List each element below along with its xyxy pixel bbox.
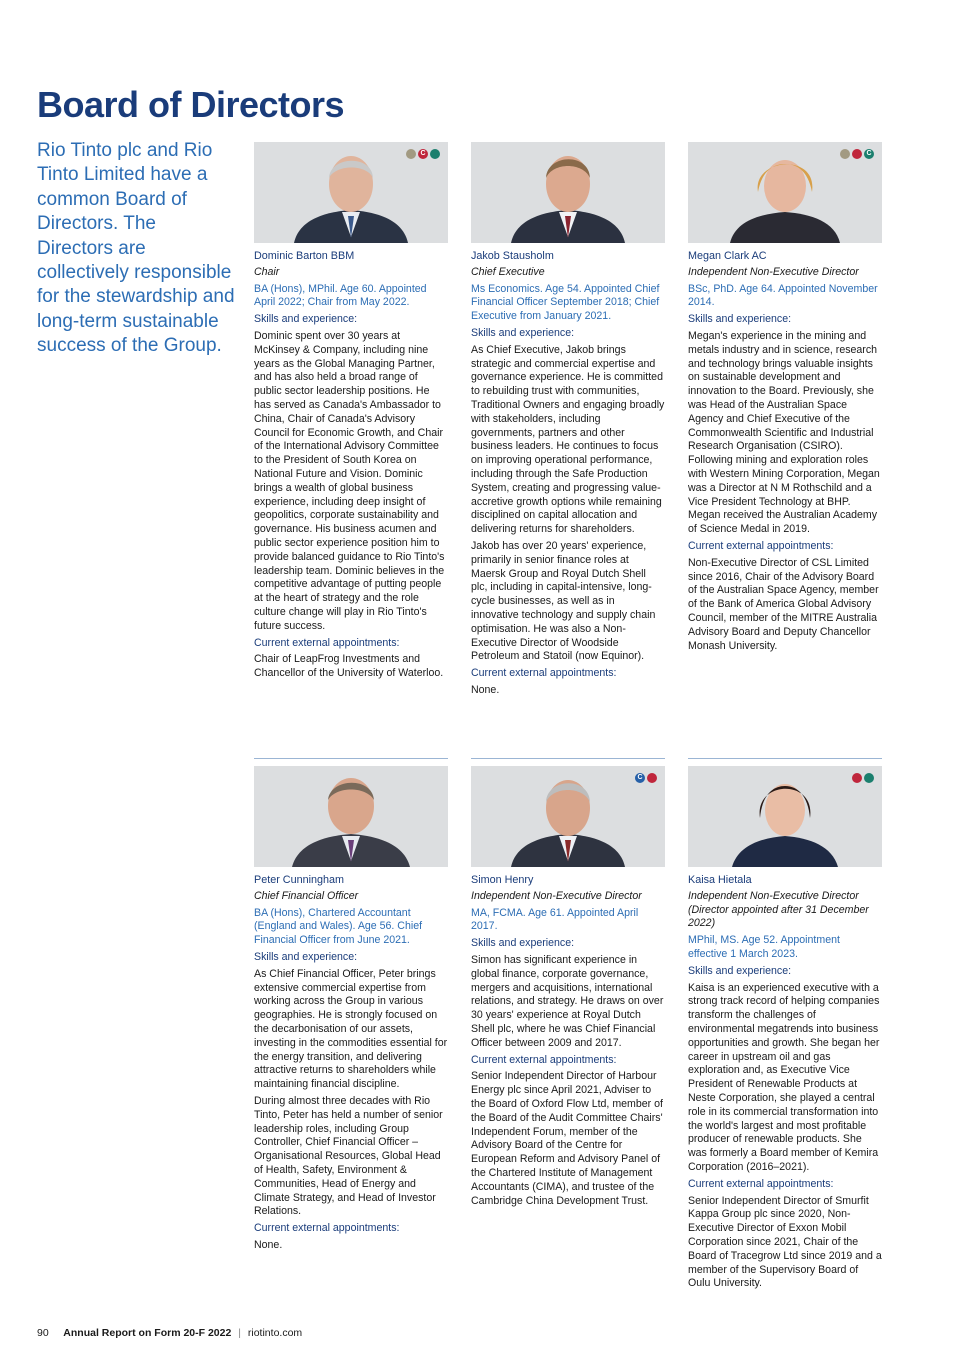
director-qualifications: MA, FCMA. Age 61. Appointed April 2017. (471, 906, 639, 933)
director-role: Chief Executive (471, 265, 545, 278)
skills-text: Kaisa is an experienced executive with a strong track record of helping companies transform the challenges of environmental megatrends into business opportunities and growth. She began her career in upstream oil and gas exploration and, as Executive Vice President of Renewable Products at Neste Corporation, she played a central role in its commercial transformation into the world's largest and most profitable producer of renewable products. She was formerly a Board member of Kemira Corporation (2016–2021). (688, 981, 880, 1173)
skills-heading: Skills and experience: (471, 326, 575, 339)
committee-dot-red (852, 773, 862, 783)
appointments-text: None. (471, 683, 500, 696)
director-card-henry (471, 766, 665, 1211)
section-divider (688, 758, 882, 759)
intro-statement: Rio Tinto plc and Rio Tinto Limited have a common Board of Directors. The Directors are collectively responsible for the stewardship and long-term sustainable success of the Group. (37, 140, 235, 357)
page-title: Board of Directors (37, 84, 345, 125)
skills-text: Dominic spent over 30 years at McKinsey & Company, including nine years as the Global Managing Partner, and has also held a broad range of public sector leadership positions. He has served as Canada's Ambassador to China, Chair of Canada's Advisory Council for Economic Growth, and Chair of the International Advisory Committee to the President of South Korea on National Future and Vision. Dominic brings a wealth of global business experience, including deep insight of geopolitics, corporate sustainability and governance. His business acumen and public sector experience position him to provide balanced guidance to Rio Tinto's leadership team. Dominic believes in the competitive advantage of putting people at the heart of strategy and the role culture change will play in Rio Tinto's future success. (254, 329, 445, 632)
director-photo (471, 766, 665, 867)
portrait-image (254, 766, 448, 867)
appointments-text: Senior Independent Director of Smurfit Kappa Group plc since 2020, Non-Executive Director of Exxon Mobil Corporation since 2021, Chair of the Board of Tracegrow Ltd since 2019 and a member of the Supervisory Board of Oulu University. (688, 1194, 882, 1290)
skills-text: During almost three decades with Rio Tinto, Peter has held a number of senior leadership roles, including Group Controller, Chief Financial Officer – Organisational Resources, Global Head of Health, Safety, Environment & Communities, Head of Energy and Climate Strategy, and Head of Investor Relations. (254, 1094, 443, 1218)
committee-indicators (635, 773, 657, 783)
appointments-text: None. (254, 1238, 283, 1251)
committee-indicators (840, 149, 874, 159)
appointments-heading: Current external appointments: (254, 636, 400, 649)
director-qualifications: BSc, PhD. Age 64. Appointed November 2014. (688, 282, 878, 309)
skills-heading: Skills and experience: (471, 937, 575, 950)
director-card-barton (254, 142, 448, 684)
skills-text: Jakob has over 20 years' experience, primarily in senior finance roles at Maersk Group and Royal Dutch Shell plc, including in capital-intensive, long-cycle businesses, as well as in innovative technology and supply chain optimisation. He was also a Non-Executive Director of Woodside Petroleum and Statoil (now Equinor). (471, 539, 656, 663)
skills-text: As Chief Executive, Jakob brings strategic and commercial expertise and governance experience. He is committed to rebuilding trust with communities, Traditional Owners and engaging broadly with stakeholders, including governments, partners and other business leaders. He continues to focus on improving operational performance, including through the Safe Production System, creating and progressing value-accretive growth options while remaining disciplined on capital allocation and delivering returns for shareholders. (471, 343, 665, 536)
director-role: Independent Non-Executive Director (688, 265, 859, 278)
website-link[interactable]: riotinto.com (247, 1327, 303, 1339)
director-name: Peter Cunningham (254, 874, 345, 886)
director-name: Kaisa Hietala (688, 874, 752, 886)
page-number: 90 (37, 1327, 49, 1339)
director-qualifications: BA (Hons), Chartered Accountant (England and Wales). Age 56. Chief Financial Officer from June 2021. (254, 906, 423, 947)
director-qualifications: MPhil, MS. Age 52. Appointment effective 1 March 2023. (688, 934, 840, 960)
committee-dot-tan (840, 149, 850, 159)
appointments-text: Non-Executive Director of CSL Limited since 2016, Chair of the Advisory Board of the Australian Space Agency, member of the Bank of America Global Advisory Council, member of the MITRE Australia Advisory Board and Deputy Chancellor Monash University. (688, 556, 879, 652)
director-role: Independent Non-Executive Director (471, 889, 642, 902)
committee-dot-red (852, 149, 862, 159)
appointments-heading: Current external appointments: (254, 1222, 400, 1235)
section-divider (254, 758, 448, 759)
director-photo (254, 142, 448, 243)
committee-dot-green (430, 149, 440, 159)
footer-separator: | (238, 1327, 241, 1339)
director-name: Dominic Barton BBM (254, 250, 355, 262)
director-role: Chair (254, 265, 280, 278)
director-name: Megan Clark AC (688, 250, 767, 262)
appointments-heading: Current external appointments: (471, 667, 617, 680)
director-photo (471, 142, 665, 243)
skills-heading: Skills and experience: (688, 964, 792, 977)
page-footer (37, 1327, 302, 1339)
director-qualifications: BA (Hons), MPhil. Age 60. Appointed April 2022; Chair from May 2022. (254, 282, 427, 309)
director-card-clark (688, 142, 882, 656)
director-card-stausholm (471, 142, 665, 701)
committee-dot-blue-chair: C (635, 773, 645, 783)
appointments-text: Senior Independent Director of Harbour Energy plc since April 2021, Adviser to the Board of Oxford Flow Ltd, member of the Board of the Audit Committee Chairs' Independent Forum, member of the Advisory Board of the Centre for European Reform and Advisory Panel of the Chartered Institute of Management Accountants (CIMA), and trustee of the Cambridge China Development Trust. (471, 1070, 663, 1207)
director-role: Independent Non-Executive Director (Director appointed after 31 December 2022) (688, 889, 869, 930)
committee-dot-green (864, 773, 874, 783)
skills-text: As Chief Financial Officer, Peter brings extensive commercial expertise from working across the Group in various geographies. He is strongly focused on the decarbonisation of our assets, investing in the commodities essential for the energy transition, and delivering attractive returns to shareholders while maintaining financial discipline. (254, 967, 448, 1091)
director-name: Jakob Stausholm (471, 250, 554, 262)
publication-title: Annual Report on Form 20-F 2022 (63, 1327, 232, 1339)
portrait-image (471, 142, 665, 243)
committee-dot-tan (406, 149, 416, 159)
committee-indicators (852, 773, 874, 783)
appointments-heading: Current external appointments: (688, 1177, 834, 1190)
director-name: Simon Henry (471, 874, 534, 886)
director-card-hietala (688, 766, 882, 1294)
appointments-heading: Current external appointments: (688, 539, 834, 552)
director-photo (254, 766, 448, 867)
director-photo (688, 142, 882, 243)
skills-text: Simon has significant experience in global finance, corporate governance, mergers and acquisitions, international relations, and strategy. He draws on over 30 years' experience at Royal Dutch Shell plc, where he was Chief Financial Officer between 2009 and 2017. (471, 953, 664, 1049)
section-divider (471, 758, 665, 759)
committee-dot-red-chair: C (418, 149, 428, 159)
director-photo (688, 766, 882, 867)
director-card-cunningham (254, 766, 448, 1256)
skills-heading: Skills and experience: (254, 950, 358, 963)
committee-indicators (406, 149, 440, 159)
skills-heading: Skills and experience: (688, 313, 792, 326)
committee-dot-green-chair: C (864, 149, 874, 159)
director-role: Chief Financial Officer (254, 889, 359, 902)
committee-dot-red (647, 773, 657, 783)
appointments-heading: Current external appointments: (471, 1053, 617, 1066)
director-qualifications: Ms Economics. Age 54. Appointed Chief Financial Officer September 2018; Chief Executive from January 2021. (471, 282, 660, 323)
appointments-text: Chair of LeapFrog Investments and Chancellor of the University of Waterloo. (254, 653, 444, 680)
skills-text: Megan's experience in the mining and metals industry and in science, research and technology brings valuable insights on sustainable development and innovation to the Board. Previously, she was Head of the Australian Space Agency and Chief Executive of the Commonwealth Scientific and Industrial Research Organisation (CSIRO). Following mining and exploration roles with Western Mining Corporation, Megan was a Director at N M Rothschild and a Vice President Technology at BHP. Megan received the Australian Academy of Science Medal in 2019. (688, 329, 880, 536)
skills-heading: Skills and experience: (254, 313, 358, 326)
